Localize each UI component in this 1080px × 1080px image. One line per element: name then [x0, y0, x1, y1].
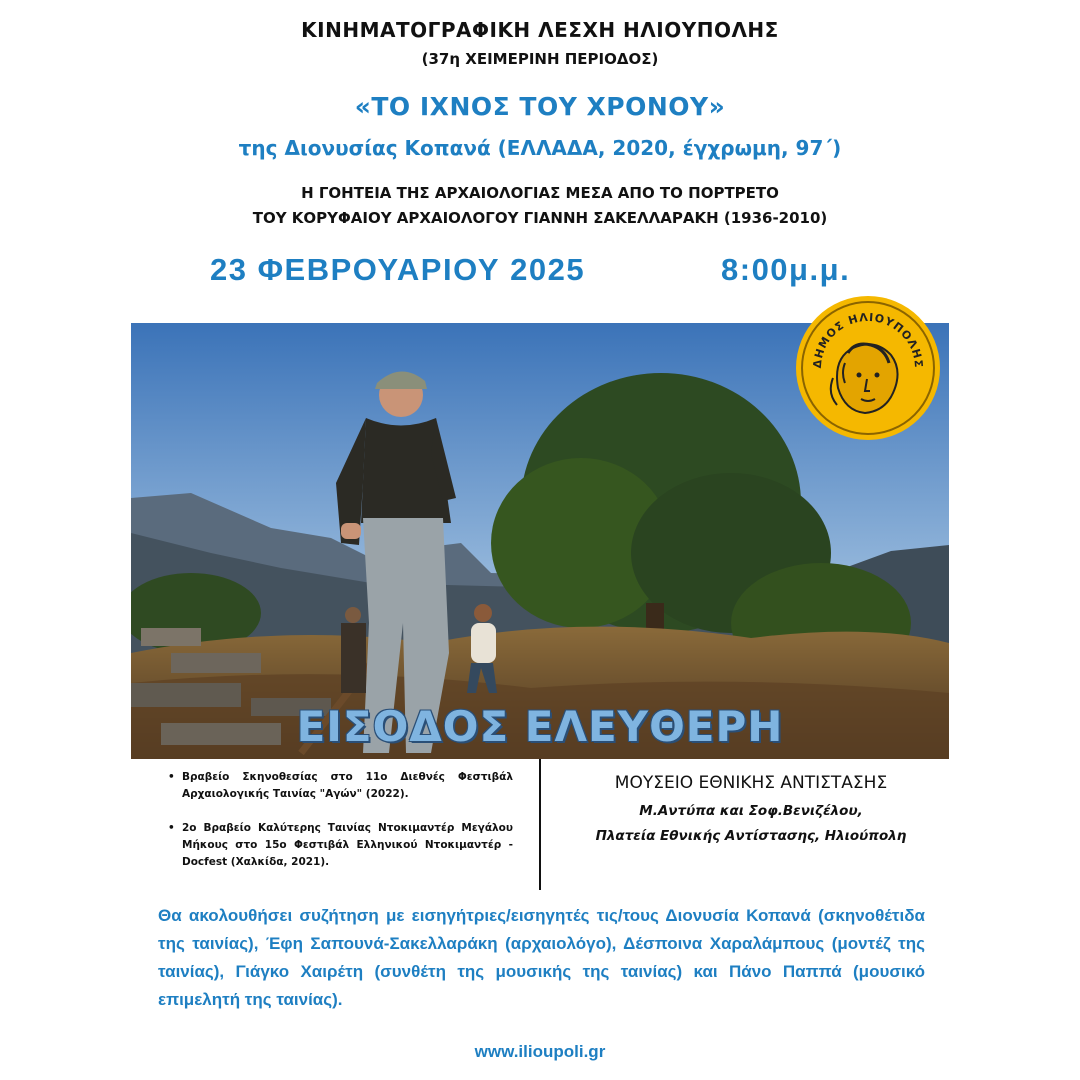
bullet-icon: • — [168, 822, 175, 834]
discussion-paragraph: Θα ακολουθήσει συζήτηση με εισηγήτριες/εισηγητές τις/τους Διονυσία Κοπανά (σκηνοθέτιδα της ταινίας), Έφη Σαπουνά-Σακελλαράκη (αρχαιολόγο), Δέσποινα Χαραλάμπους (μοντέζ της ταινίας), Γιάγκο Χαιρέτη (συνθέτη της μουσικής της ταινίας) και Πάνο Παππά (μουσικό επιμελητή της ταινίας). — [158, 906, 925, 1009]
award-item — [168, 820, 513, 871]
website-link[interactable]: www.ilioupoli.gr — [474, 1042, 606, 1061]
seal-text: ΔΗΜΟΣ ΗΛΙΟΥΠΟΛΗΣ — [810, 310, 926, 369]
free-entry-banner: ΕΙΣΟΔΟΣ ΕΛΕΥΘΕΡΗ — [296, 702, 784, 751]
film-credit: της Διονυσίας Κοπανά (ΕΛΛΑΔΑ, 2020, έγχρωμη, 97΄) — [238, 136, 842, 160]
award-item — [168, 769, 513, 803]
vertical-divider — [539, 759, 541, 890]
tagline-line-2: ΤΟΥ ΚΟΡΥΦΑΙΟΥ ΑΡΧΑΙΟΛΟΓΟΥ ΓΙΑΝΝΗ ΣΑΚΕΛΛΑΡΑΚΗ (1936-2010) — [252, 209, 828, 227]
award-text: Βραβείο Σκηνοθεσίας στο 11ο Διεθνές Φεστιβάλ Αρχαιολογικής Ταινίας "Αγών" (2022). — [182, 771, 513, 800]
municipality-seal-logo — [793, 293, 943, 443]
venue-address-line-2: Πλατεία Εθνικής Αντίστασης, Ηλιούπολη — [595, 828, 907, 844]
club-name: ΚΙΝΗΜΑΤΟΓΡΑΦΙΚΗ ΛΕΣΧΗ ΗΛΙΟΥΠΟΛΗΣ — [301, 18, 779, 42]
awards-list — [168, 769, 513, 888]
film-title: «ΤΟ ΙΧΝΟΣ ΤΟΥ ΧΡΟΝΟΥ» — [354, 92, 726, 121]
award-text: 2ο Βραβείο Καλύτερης Ταινίας Ντοκιμαντέρ Μεγάλου Μήκους στο 15ο Φεστιβάλ Ελληνικού Ντοκιμαντέρ - Docfest (Χαλκίδα, 2021). — [182, 822, 513, 868]
venue-address-line-1: Μ.Αντύπα και Σοφ.Βενιζέλου, — [639, 803, 863, 819]
screening-time: 8:00μ.μ. — [721, 252, 851, 287]
tagline-line-1: Η ΓΟΗΤΕΙΑ ΤΗΣ ΑΡΧΑΙΟΛΟΓΙΑΣ ΜΕΣΑ ΑΠΟ ΤΟ ΠΟΡΤΡΕΤΟ — [301, 184, 779, 202]
season-label: (37η ΧΕΙΜΕΡΙΝΗ ΠΕΡΙΟΔΟΣ) — [421, 50, 659, 68]
venue-name: ΜΟΥΣΕΙΟ ΕΘΝΙΚΗΣ ΑΝΤΙΣΤΑΣΗΣ — [614, 773, 888, 793]
screening-date: 23 ΦΕΒΡΟΥΑΡΙΟΥ 2025 — [210, 252, 586, 287]
bullet-icon: • — [168, 771, 175, 783]
